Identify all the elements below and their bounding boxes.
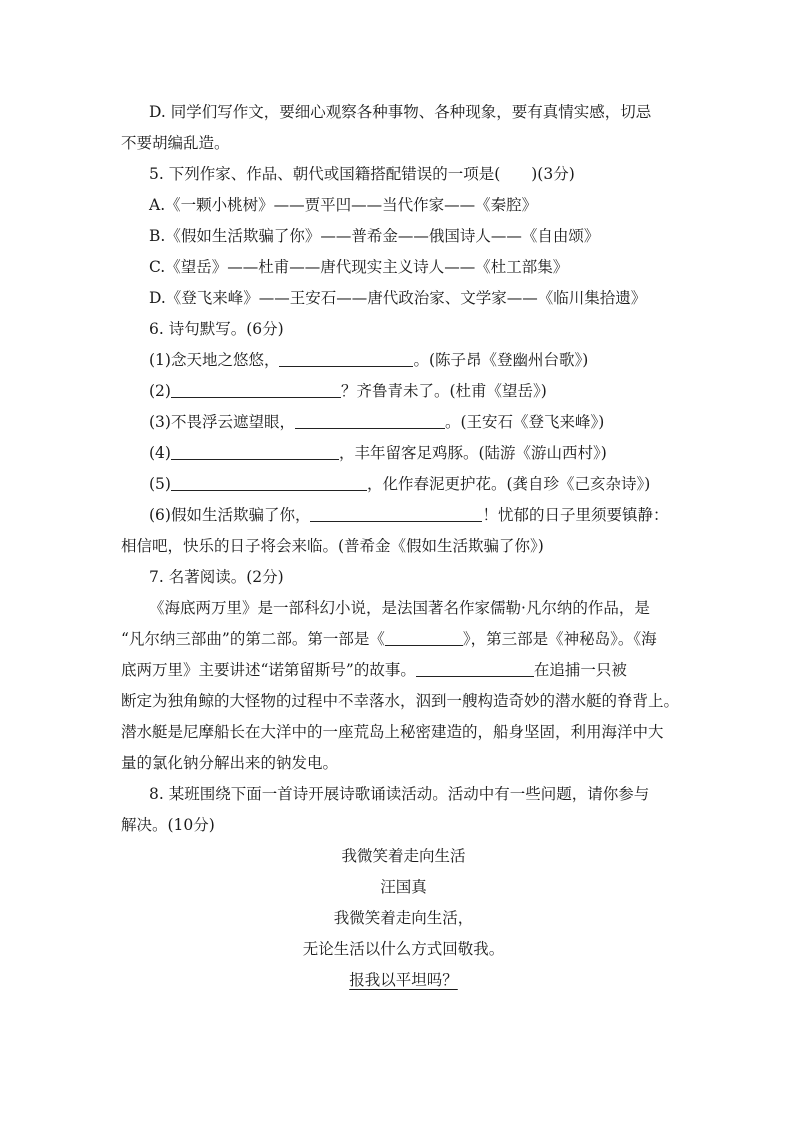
q5-option-d: D.《登飞来峰》——王安石——唐代政治家、文学家——《临川集拾遗》	[149, 289, 647, 307]
q6-3-prefix: (3)不畏浮云遮望眼，	[149, 413, 295, 431]
q7-passage-line-3	[121, 655, 686, 686]
q6-5-prefix: (5)	[149, 475, 171, 493]
q6-4-suffix: ，丰年留客足鸡豚。(陆游《游山西村》)	[338, 444, 607, 462]
q7-line2-suffix: 》，第三部是《神秘岛》。《海	[462, 630, 657, 648]
q7-stem: 7. 名著阅读。(2分)	[149, 568, 284, 586]
q6-item-6	[121, 500, 686, 531]
q6-3-blank[interactable]	[295, 412, 445, 429]
q6-6-suffix: ！忧郁的日子里须要镇静：	[482, 506, 669, 524]
poem-author: 汪国真	[380, 878, 427, 896]
q6-1-blank[interactable]	[279, 350, 413, 367]
q7-passage-line-2	[121, 624, 686, 655]
q7-passage-line-5: 潜水艇是尼摩船长在大洋中的一座荒岛上秘密建造的，船身坚固，利用海洋中大	[121, 723, 664, 741]
poem-line-2: 无论生活以什么方式回敬我。	[302, 940, 505, 958]
q5-option-b: B.《假如生活欺骗了你》——普希金——俄国诗人——《自由颂》	[149, 227, 600, 245]
q6-4-blank[interactable]	[171, 443, 339, 460]
q6-1-prefix: (1)念天地之悠悠，	[149, 351, 280, 369]
q5-option-a: A.《一颗小桃树》——贾平凹——当代作家——《秦腔》	[149, 196, 538, 214]
q6-item-4	[121, 438, 686, 469]
q5-stem: 5. 下列作家、作品、朝代或国籍搭配错误的一项是( )(3分)	[149, 165, 575, 183]
q6-stem: 6. 诗句默写。(6分)	[149, 320, 284, 338]
poem-title: 我微笑着走向生活	[341, 847, 466, 865]
q6-2-blank[interactable]	[171, 381, 341, 398]
q6-3-suffix: 。(王安石《登飞来峰》)	[444, 413, 605, 431]
q6-item-1	[121, 345, 686, 376]
q6-item-2	[121, 376, 686, 407]
q7-line3-suffix: 在追捕一只被	[533, 661, 627, 679]
q5-option-c: C.《望岳》——杜甫——唐代现实主义诗人——《杜工部集》	[149, 258, 569, 276]
poem-line-3	[121, 965, 686, 996]
q7-book-blank[interactable]	[385, 629, 463, 646]
q6-5-suffix: ，化作春泥更护花。(龚自珍《己亥杂诗》)	[366, 475, 651, 493]
poem-line-3-text: 报我以平坦吗？	[349, 971, 458, 989]
q7-line2-prefix: “凡尔纳三部曲”的第二部。第一部是《	[121, 630, 385, 648]
q4-option-d-line-2: 不要胡编乱造。	[121, 134, 230, 152]
q7-passage-line-6: 量的氯化钠分解出来的钠发电。	[121, 754, 339, 772]
q7-character-blank[interactable]	[416, 660, 534, 677]
q6-5-blank[interactable]	[171, 474, 367, 491]
q6-item-5	[121, 469, 686, 500]
q7-line3-prefix: 底两万里》主要讲述“诺第留斯号”的故事。	[121, 661, 416, 679]
page-content	[121, 97, 686, 996]
q6-6-prefix: (6)假如生活欺骗了你，	[149, 506, 311, 524]
q8-stem-line-2: 解决。(10分)	[121, 816, 215, 834]
q8-stem-line-1: 8. 某班围绕下面一首诗开展诗歌诵读活动。活动中有一些问题，请你参与	[149, 785, 650, 803]
q6-6-blank[interactable]	[310, 505, 482, 522]
q6-2-suffix: ？齐鲁青未了。(杜甫《望岳》)	[340, 382, 547, 400]
q6-4-prefix: (4)	[149, 444, 171, 462]
q7-passage-line-4: 断定为独角鲸的大怪物的过程中不幸落水，泅到一艘构造奇妙的潜水艇的脊背上。	[121, 692, 680, 710]
poem-line-1: 我微笑着走向生活，	[333, 909, 474, 927]
q6-1-suffix: 。(陈子昂《登幽州台歌》)	[413, 351, 589, 369]
q7-passage-line-1: 《海底两万里》是一部科幻小说，是法国著名作家儒勒·凡尔纳的作品，是	[149, 599, 650, 617]
q6-item-3	[121, 407, 686, 438]
q4-option-d-line-1: D. 同学们写作文，要细心观察各种事物、各种现象，要有真情实感，切忌	[149, 103, 652, 121]
q6-item-6-continued: 相信吧，快乐的日子将会来临。(普希金《假如生活欺骗了你》)	[121, 537, 544, 555]
q6-2-prefix: (2)	[149, 382, 171, 400]
